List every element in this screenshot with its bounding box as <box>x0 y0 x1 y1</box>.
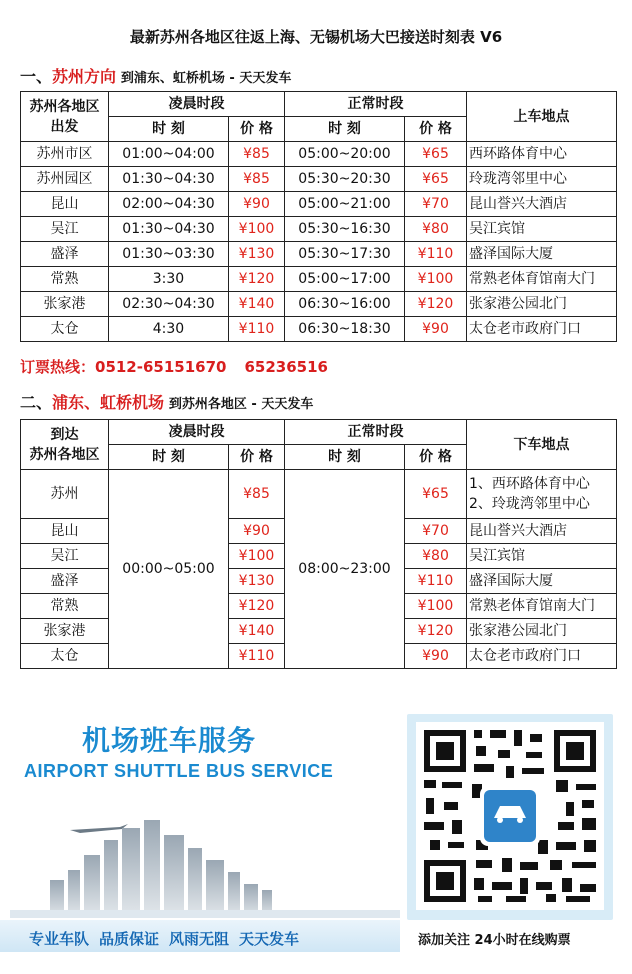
cell-normal-time: 06:30~18:30 <box>285 317 405 342</box>
qr-code-icon <box>416 722 604 910</box>
table-row <box>21 267 617 292</box>
cell-early-price: ¥130 <box>229 242 285 267</box>
cell-normal-price: ¥70 <box>405 519 467 544</box>
cell-place: 吴江宾馆 <box>467 217 617 242</box>
table-row <box>21 317 617 342</box>
cell-normal-price: ¥65 <box>405 142 467 167</box>
header-early: 凌晨时段 <box>109 420 285 445</box>
header-normal-price: 价 格 <box>405 117 467 142</box>
cell-area: 常熟 <box>21 594 109 619</box>
header-normal: 正常时段 <box>285 420 467 445</box>
slogan-item: 风雨无阻 <box>169 930 230 948</box>
slogan-text <box>29 928 309 949</box>
cell-place: 昆山誉兴大酒店 <box>467 519 617 544</box>
cell-early-price: ¥120 <box>229 594 285 619</box>
cell-early-price: ¥90 <box>229 192 285 217</box>
cell-area: 盛泽 <box>21 242 109 267</box>
cell-area: 太仓 <box>21 317 109 342</box>
cell-place: 常熟老体育馆南大门 <box>467 267 617 292</box>
cell-place: 吴江宾馆 <box>467 544 617 569</box>
cell-normal-price: ¥90 <box>405 644 467 669</box>
cell-early-time: 01:30~04:30 <box>109 217 229 242</box>
cell-place: 昆山誉兴大酒店 <box>467 192 617 217</box>
hotline-primary[interactable]: 订票热线：0512-65151670 <box>20 358 227 376</box>
cell-normal-time: 06:30~16:00 <box>285 292 405 317</box>
cell-place <box>467 470 617 519</box>
table-row <box>21 192 617 217</box>
cell-early-price: ¥130 <box>229 569 285 594</box>
cell-early-price: ¥120 <box>229 267 285 292</box>
cell-place-line1: 1、西环路体育中心 <box>469 476 590 492</box>
booking-hotline <box>20 356 346 377</box>
cell-normal-time: 05:30~20:30 <box>285 167 405 192</box>
cell-normal-price: ¥65 <box>405 167 467 192</box>
cell-early-price: ¥85 <box>229 142 285 167</box>
cell-normal-time: 05:00~20:00 <box>285 142 405 167</box>
cell-place: 盛泽国际大厦 <box>467 242 617 267</box>
header-destination-line1: 到达 <box>50 426 79 443</box>
city-skyline-illustration <box>10 800 400 918</box>
table-row <box>21 217 617 242</box>
cell-normal-time-merged: 08:00~23:00 <box>285 470 405 669</box>
banner-title-zh: 机场班车服务 <box>82 724 257 757</box>
cell-area: 昆山 <box>21 192 109 217</box>
header-destination <box>21 420 109 470</box>
table-row <box>21 142 617 167</box>
cell-normal-price: ¥80 <box>405 217 467 242</box>
schedule-table-from-airport <box>20 419 617 669</box>
cell-early-price: ¥90 <box>229 519 285 544</box>
cell-early-time: 4:30 <box>109 317 229 342</box>
cell-normal-price: ¥120 <box>405 292 467 317</box>
cell-place: 西环路体育中心 <box>467 142 617 167</box>
cell-early-price: ¥110 <box>229 644 285 669</box>
table-row <box>21 292 617 317</box>
cell-early-price: ¥85 <box>229 470 285 519</box>
section1-heading <box>20 64 291 87</box>
cell-early-time: 3:30 <box>109 267 229 292</box>
cell-normal-time: 05:00~21:00 <box>285 192 405 217</box>
cell-area: 吴江 <box>21 544 109 569</box>
cell-place: 常熟老体育馆南大门 <box>467 594 617 619</box>
airplane-icon <box>70 824 128 833</box>
cell-normal-price: ¥80 <box>405 544 467 569</box>
cell-place: 盛泽国际大厦 <box>467 569 617 594</box>
cell-area: 张家港 <box>21 292 109 317</box>
hotline-secondary[interactable]: 65236516 <box>244 358 328 376</box>
header-origin-line1: 苏州各地区 <box>29 98 100 115</box>
banner-title-en: AIRPORT SHUTTLE BUS SERVICE <box>24 761 334 781</box>
section2-heading <box>20 390 313 413</box>
cell-area: 吴江 <box>21 217 109 242</box>
cell-normal-price: ¥65 <box>405 470 467 519</box>
cell-place: 张家港公园北门 <box>467 619 617 644</box>
qr-caption: 添加关注 24小时在线购票 <box>418 933 571 948</box>
cell-normal-price: ¥120 <box>405 619 467 644</box>
cell-normal-price: ¥110 <box>405 242 467 267</box>
cell-early-price: ¥110 <box>229 317 285 342</box>
cell-early-time: 02:30~04:30 <box>109 292 229 317</box>
cell-place-line2: 2、玲珑湾邻里中心 <box>469 496 590 512</box>
cell-area: 苏州 <box>21 470 109 519</box>
cell-area: 苏州市区 <box>21 142 109 167</box>
header-early-time: 时 刻 <box>109 445 229 470</box>
header-normal-time: 时 刻 <box>285 117 405 142</box>
section1-prefix: 一、 <box>20 67 53 86</box>
page-title: 最新苏州各地区往返上海、无锡机场大巴接送时刻表 V6 <box>129 28 503 46</box>
cell-place: 太仓老市政府门口 <box>467 644 617 669</box>
cell-early-price: ¥100 <box>229 217 285 242</box>
header-origin-line2: 出发 <box>50 118 79 135</box>
cell-area: 苏州园区 <box>21 167 109 192</box>
section2-highlight: 浦东、虹桥机场 <box>52 393 165 412</box>
header-normal: 正常时段 <box>285 92 467 117</box>
cell-normal-price: ¥110 <box>405 569 467 594</box>
cell-normal-price: ¥100 <box>405 594 467 619</box>
header-destination-line2: 苏州各地区 <box>29 446 100 463</box>
cell-area: 盛泽 <box>21 569 109 594</box>
header-early-time: 时 刻 <box>109 117 229 142</box>
header-early-price: 价 格 <box>229 445 285 470</box>
slogan-item: 天天发车 <box>239 930 300 948</box>
header-place: 下车地点 <box>467 420 617 470</box>
header-normal-time: 时 刻 <box>285 445 405 470</box>
cell-area: 昆山 <box>21 519 109 544</box>
cell-normal-time: 05:30~16:30 <box>285 217 405 242</box>
header-early-price: 价 格 <box>229 117 285 142</box>
header-early: 凌晨时段 <box>109 92 285 117</box>
slogan-item: 专业车队 <box>29 930 90 948</box>
section2-prefix: 二、 <box>20 393 53 412</box>
cell-place: 玲珑湾邻里中心 <box>467 167 617 192</box>
cell-area: 常熟 <box>21 267 109 292</box>
cell-early-price: ¥85 <box>229 167 285 192</box>
cell-early-time: 02:00~04:30 <box>109 192 229 217</box>
cell-normal-price: ¥90 <box>405 317 467 342</box>
cell-early-time-merged: 00:00~05:00 <box>109 470 229 669</box>
section1-highlight: 苏州方向 <box>52 67 117 86</box>
qr-code[interactable] <box>416 722 604 910</box>
cell-early-time: 01:30~04:30 <box>109 167 229 192</box>
cell-normal-time: 05:00~17:00 <box>285 267 405 292</box>
cell-early-time: 01:00~04:00 <box>109 142 229 167</box>
cell-normal-price: ¥70 <box>405 192 467 217</box>
cell-normal-price: ¥100 <box>405 267 467 292</box>
schedule-table-to-airport <box>20 91 617 342</box>
header-normal-price: 价 格 <box>405 445 467 470</box>
section1-suffix: 到浦东、虹桥机场 - 天天发车 <box>120 71 292 86</box>
cell-place: 张家港公园北门 <box>467 292 617 317</box>
header-origin <box>21 92 109 142</box>
cell-early-time: 01:30~03:30 <box>109 242 229 267</box>
table-row <box>21 470 617 519</box>
cell-early-price: ¥140 <box>229 619 285 644</box>
cell-early-price: ¥100 <box>229 544 285 569</box>
cell-area: 张家港 <box>21 619 109 644</box>
cell-place: 太仓老市政府门口 <box>467 317 617 342</box>
cell-early-price: ¥140 <box>229 292 285 317</box>
section2-suffix: 到苏州各地区 - 天天发车 <box>168 397 314 412</box>
header-place: 上车地点 <box>467 92 617 142</box>
table-row <box>21 242 617 267</box>
table-row <box>21 167 617 192</box>
cell-area: 太仓 <box>21 644 109 669</box>
slogan-item: 品质保证 <box>99 930 160 948</box>
cell-normal-time: 05:30~17:30 <box>285 242 405 267</box>
